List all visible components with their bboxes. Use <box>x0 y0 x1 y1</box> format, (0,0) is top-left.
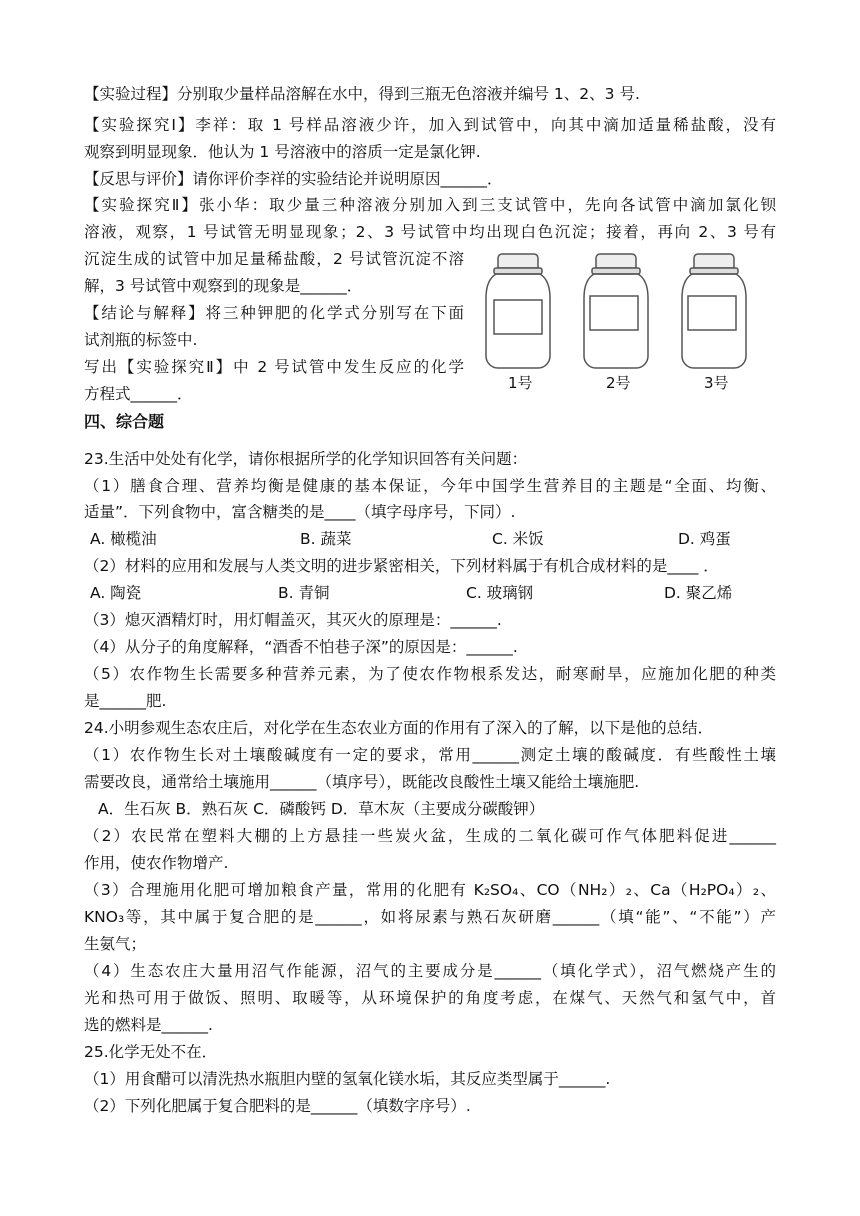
q23-option-c: C. 米饭 <box>492 530 544 548</box>
bottle-label-1: 1号 <box>508 374 533 392</box>
inquiry1-line1: 【实验探究Ⅰ】李祥：取 1 号样品溶液少许，加入到试管中，向其中滴加适量稀盐酸，没有 <box>84 116 776 134</box>
inquiry1-line2: 观察到明显现象．他认为 1 号溶液中的溶质一定是氯化钾. <box>84 143 481 161</box>
q23-p2-option-a: A. 陶瓷 <box>90 584 142 602</box>
reagent-bottle-2 <box>584 254 648 368</box>
q24-part2-line2: 作用，使农作物增产. <box>84 854 229 872</box>
inquiry2-line3: 沉淀生成的试管中加足量稀盐酸，2 号试管沉淀不溶 <box>84 250 464 268</box>
q23-p2-option-b: B. 青铜 <box>278 584 330 602</box>
q24-part1-line2: 需要改良，通常给土壤施用______（填序号），既能改良酸性土壤又能给土壤施肥. <box>84 773 640 791</box>
q23-p2-option-c: C. 玻璃钢 <box>466 584 534 602</box>
reagent-bottle-3 <box>682 254 746 368</box>
q23-p2-option-d: D. 聚乙烯 <box>664 584 733 602</box>
q24-part3-line1: （3）合理施用化肥可增加粮食产量，常用的化肥有 K₂SO₄、CO（NH₂）₂、Ca（H₂PO₄）₂、 <box>84 881 776 899</box>
q23-part1-line1: （1）膳食合理、营养均衡是健康的基本保证，今年中国学生营养目的主题是“全面、均衡、 <box>84 477 776 495</box>
bottle-label-2: 2号 <box>606 374 631 392</box>
q23-option-a: A. 橄榄油 <box>90 530 157 548</box>
q23-part5-line2: 是______肥. <box>84 692 167 710</box>
q23-option-d: D. 鸡蛋 <box>678 530 731 548</box>
write-equation-line1: 写出【实验探究Ⅱ】中 2 号试管中发生反应的化学 <box>84 358 464 376</box>
experiment-process: 【实验过程】分别取少量样品溶解在水中，得到三瓶无色溶液并编号 1、2、3 号. <box>84 85 640 103</box>
q23-part4: （4）从分子的角度解释，“酒香不怕巷子深”的原因是：______. <box>84 638 518 656</box>
q24-part3-line2: KNO₃等，其中属于复合肥的是______，如将尿素与熟石灰研磨______（填“能”、“不能”）产 <box>84 908 776 926</box>
q23-part5-line1: （5）农作物生长需要多种营养元素，为了使农作物根系发达，耐寒耐旱，应施加化肥的种类 <box>84 665 776 683</box>
write-equation-line2: 方程式______． <box>84 385 193 403</box>
q25-part2: （2）下列化肥属于复合肥料的是______（填数字序号）. <box>84 1097 471 1115</box>
q24-part4-line1: （4）生态农庄大量用沼气作能源，沼气的主要成分是______（填化学式），沼气燃烧产生的 <box>84 962 776 980</box>
reagent-bottle-1 <box>486 254 550 368</box>
reagent-bottles-figure <box>480 248 762 396</box>
conclusion-line1: 【结论与解释】将三种钾肥的化学式分别写在下面 <box>84 304 464 322</box>
q25-part1: （1）用食醋可以清洗热水瓶胆内壁的氢氧化镁水垢，其反应类型属于______. <box>84 1070 611 1088</box>
inquiry2-line4: 解，3 号试管中观察到的现象是______． <box>84 277 363 295</box>
q24-stem: 24.小明参观生态农庄后，对化学在生态农业方面的作用有了深入的了解，以下是他的总结． <box>84 719 714 737</box>
q24-part1-line1: （1）农作物生长对土壤酸碱度有一定的要求，常用______测定土壤的酸碱度．有些酸性土壤 <box>84 746 776 764</box>
q24-part3-line3: 生氨气； <box>84 935 147 953</box>
q23-stem: 23.生活中处处有化学，请你根据所学的化学知识回答有关问题： <box>84 450 528 468</box>
bottle-label-3: 3号 <box>704 374 729 392</box>
q23-option-b: B. 蔬菜 <box>300 530 352 548</box>
conclusion-line2: 试剂瓶的标签中. <box>84 331 198 349</box>
inquiry2-line1: 【实验探究Ⅱ】张小华：取少量三种溶液分别加入到三支试管中，先向各试管中滴加氯化钡 <box>84 196 776 214</box>
q23-part2: （2）材料的应用和发展与人类文明的进步紧密相关，下列材料属于有机合成材料的是____ ． <box>84 557 719 575</box>
q24-part4-line3: 选的燃料是______. <box>84 1016 213 1034</box>
reflection-line: 【反思与评价】请你评价李祥的实验结论并说明原因______． <box>84 170 503 188</box>
q23-part1-line2: 适量”．下列食物中，富含糖类的是____（填字母序号，下同）. <box>84 503 516 521</box>
q25-stem: 25.化学无处不在． <box>84 1043 218 1061</box>
q23-part3: （3）熄灭酒精灯时，用灯帽盖灭，其灭火的原理是：______. <box>84 611 502 629</box>
q24-part2-line1: （2）农民常在塑料大棚的上方悬挂一些炭火盆，生成的二氧化碳可作气体肥料促进______ <box>84 827 776 845</box>
q24-part4-line2: 光和热可用于做饭、照明、取暖等，从环境保护的角度考虑，在煤气、天然气和氢气中，首 <box>84 989 776 1007</box>
q24-options: A．生石灰 B．熟石灰 C．磷酸钙 D．草木灰（主要成分碳酸钾） <box>98 800 545 818</box>
inquiry2-line2: 溶液，观察，1 号试管无明显现象；2、3 号试管中均出现白色沉淀；接着，再向 2、3 号有 <box>84 223 776 241</box>
section-heading: 四、综合题 <box>84 412 165 431</box>
